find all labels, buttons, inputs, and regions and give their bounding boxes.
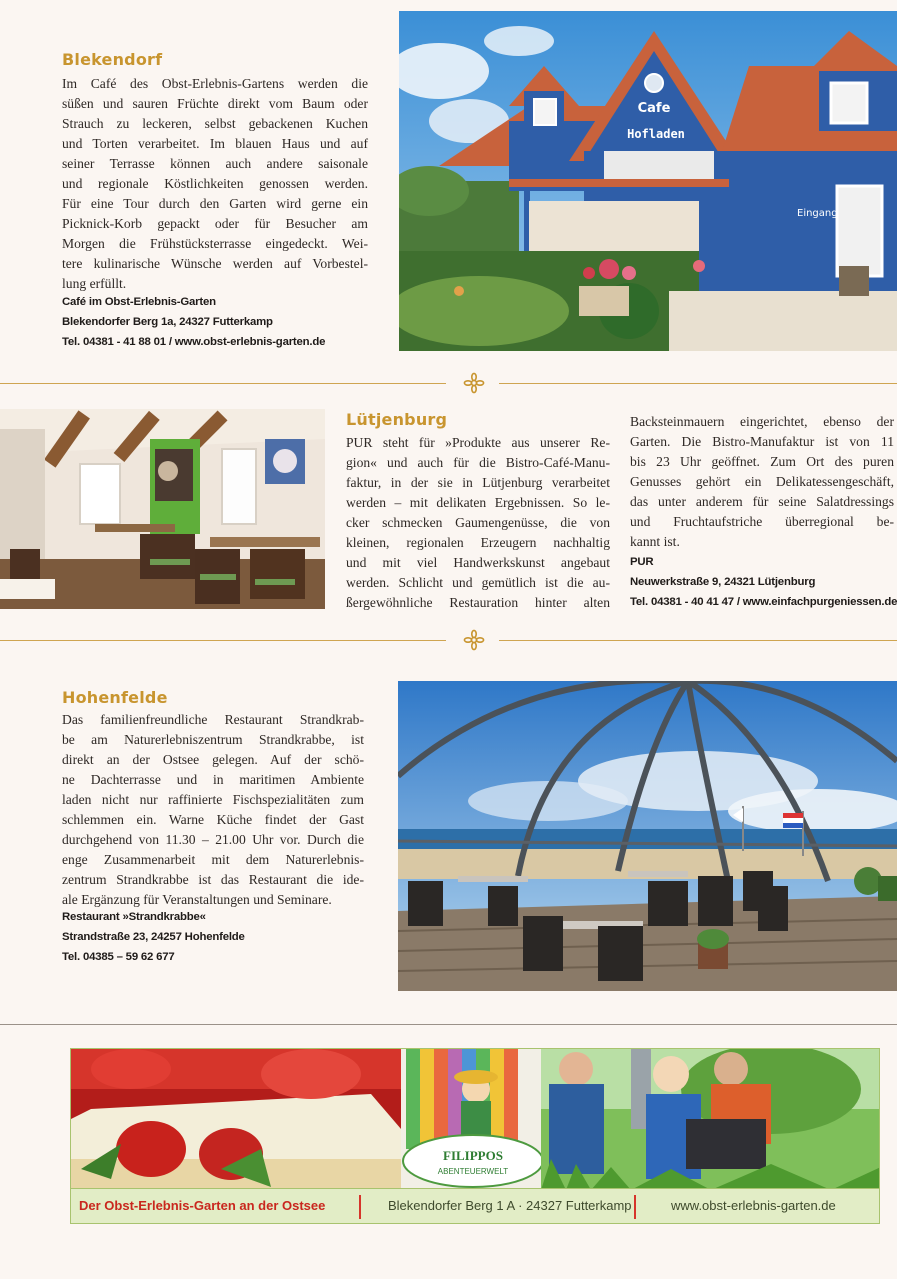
ad-banner-image: [70, 1048, 880, 1189]
text-line: Im Café des Obst-Erlebnis-Gartens werden die: [62, 76, 368, 91]
logo-filippos: FILIPPOS: [443, 1148, 503, 1163]
banner-separator: [634, 1195, 636, 1219]
text-line: und Fruchtaufstriche überregional be-: [630, 514, 894, 529]
ad-banner-strip: [70, 1188, 880, 1224]
text-line: und regionale Köstlichkeiten genossen werden.: [62, 176, 368, 191]
text-line: Für eine Tour durch den Garten wird gerne ein: [62, 196, 368, 211]
text-line: süßen und sauren Früchte direkt vom Baum oder: [62, 96, 368, 111]
text-line: laden nicht nur raffinierte Fischspezialitäten zum: [62, 792, 364, 807]
sign-eingang: Eingang: [797, 208, 838, 219]
sign-cafe: Cafe: [637, 101, 671, 116]
text-line: seiner Terrasse können auch andere saisonale: [62, 156, 368, 171]
section-body-luetjenburg-col2: [630, 412, 894, 552]
page-separator-line: [0, 1024, 897, 1025]
text-line: ne Dachterrasse und in maritimen Ambiente: [62, 772, 364, 787]
text-line: Picknick-Korb gepackt oder für Besucher am: [62, 216, 368, 231]
divider-line: [499, 383, 897, 384]
ornament-flower-icon: [463, 629, 485, 656]
contact-address: Strandstraße 23, 24257 Hohenfelde: [62, 931, 245, 943]
text-line: Backsteinmauern eingerichtet, ebenso der: [630, 414, 894, 429]
text-line: durchgehend von 11.30 – 21.00 Uhr vor. Durch die: [62, 832, 364, 847]
section-heading-blekendorf: Blekendorf: [62, 50, 163, 69]
contact-block-luetjenburg: [630, 552, 897, 612]
section-body-blekendorf: [62, 74, 368, 294]
text-line: PUR steht für »Produkte aus unserer Re-: [346, 435, 610, 450]
photo-cafe-house: [399, 11, 897, 351]
sign-hofladen: Hofladen: [627, 127, 685, 141]
text-line: enge Zusammenarbeit mit dem Naturerlebnis-: [62, 852, 364, 867]
text-line: direkt an der Ostsee gelegen. Auf der schö-: [62, 752, 364, 767]
logo-abenteuerwelt: ABENTEUERWELT: [437, 1167, 509, 1176]
contact-block-blekendorf: [62, 292, 325, 352]
text-line: lung erfüllt.: [62, 276, 127, 291]
divider-line: [499, 640, 897, 641]
text-line: und Torten verarbeitet. Im blauen Haus und auf: [62, 136, 368, 151]
text-line: Das familienfreundliche Restaurant Strandkrab-: [62, 712, 364, 727]
ornament-flower-icon: [463, 372, 485, 399]
contact-name: PUR: [630, 556, 654, 568]
photo-bistro-interior: [0, 409, 325, 609]
banner-website[interactable]: www.obst-erlebnis-garten.de: [671, 1198, 836, 1213]
text-line: Morgen die Frühstücksterrasse eingedeckt. Wei-: [62, 236, 368, 251]
text-line: das unter anderem für seine Salatdressings: [630, 494, 894, 509]
text-line: kannt ist.: [630, 534, 680, 549]
section-heading-luetjenburg: Lütjenburg: [346, 410, 448, 429]
divider-line: [0, 640, 446, 641]
text-line: und mit viel Handwerkskunst angebaut: [346, 555, 610, 570]
text-line: werden – mit delikaten Ergebnissen. So le-: [346, 495, 610, 510]
contact-block-hohenfelde: [62, 907, 245, 967]
contact-name: Restaurant »Strandkrabbe«: [62, 911, 206, 923]
text-line: Garten. Die Bistro-Manufaktur ist von 11: [630, 434, 894, 449]
contact-phone: Tel. 04385 – 59 62 677: [62, 951, 175, 963]
text-line: werden. Schlicht und gemütlich ist die au-: [346, 575, 610, 590]
contact-address: Blekendorfer Berg 1a, 24327 Futterkamp: [62, 316, 273, 328]
section-heading-hohenfelde: Hohenfelde: [62, 688, 168, 707]
contact-phone-web: Tel. 04381 - 41 88 01 / www.obst-erlebnis-garten.de: [62, 336, 326, 348]
text-line: zentrum Strandkrabbe ist das Restaurant die ide-: [62, 872, 364, 887]
text-line: Genusses gehört ein Delikatessengeschäft,: [630, 474, 894, 489]
divider-line: [0, 383, 446, 384]
text-line: faktur, in der sie in Lütjenburg verarbeitet: [346, 475, 610, 490]
text-line: schlemmen ein. Warne Küche findet der Gast: [62, 812, 364, 827]
section-body-hohenfelde: [62, 710, 364, 910]
banner-separator: [359, 1195, 361, 1219]
text-line: bis 23 Uhr geöffnet. Zum Ort des puren: [630, 454, 894, 469]
contact-name: Café im Obst-Erlebnis-Garten: [62, 296, 216, 308]
text-line: gion« und auch für die Bistro-Café-Manu-: [346, 455, 610, 470]
section-body-luetjenburg-col1: [346, 433, 610, 613]
banner-address: Blekendorfer Berg 1 A · 24327 Futterkamp: [388, 1198, 632, 1213]
text-line: kleinen, regionalen Erzeugern nachhaltig: [346, 535, 610, 550]
photo-rooftop-terrace: [398, 681, 897, 991]
banner-slogan: Der Obst-Erlebnis-Garten an der Ostsee: [79, 1198, 326, 1213]
text-line: be am Naturerlebniszentrum Strandkrabbe, ist: [62, 732, 364, 747]
text-line: Strauch zu leckeren, selbst gebackenen Kuchen: [62, 116, 368, 131]
text-line: ale Ergänzung für Veranstaltungen und Seminare.: [62, 892, 332, 907]
text-line: ßergewöhnliche Restauration hinter alten: [346, 595, 610, 610]
contact-phone-web: Tel. 04381 - 40 41 47 / www.einfachpurgeniessen.de: [630, 596, 897, 608]
contact-address: Neuwerkstraße 9, 24321 Lütjenburg: [630, 576, 816, 588]
text-line: tere kulinarische Wünsche werden auf Vorbestel-: [62, 256, 368, 271]
text-line: cker schmecken Gaumengenüsse, die von: [346, 515, 610, 530]
